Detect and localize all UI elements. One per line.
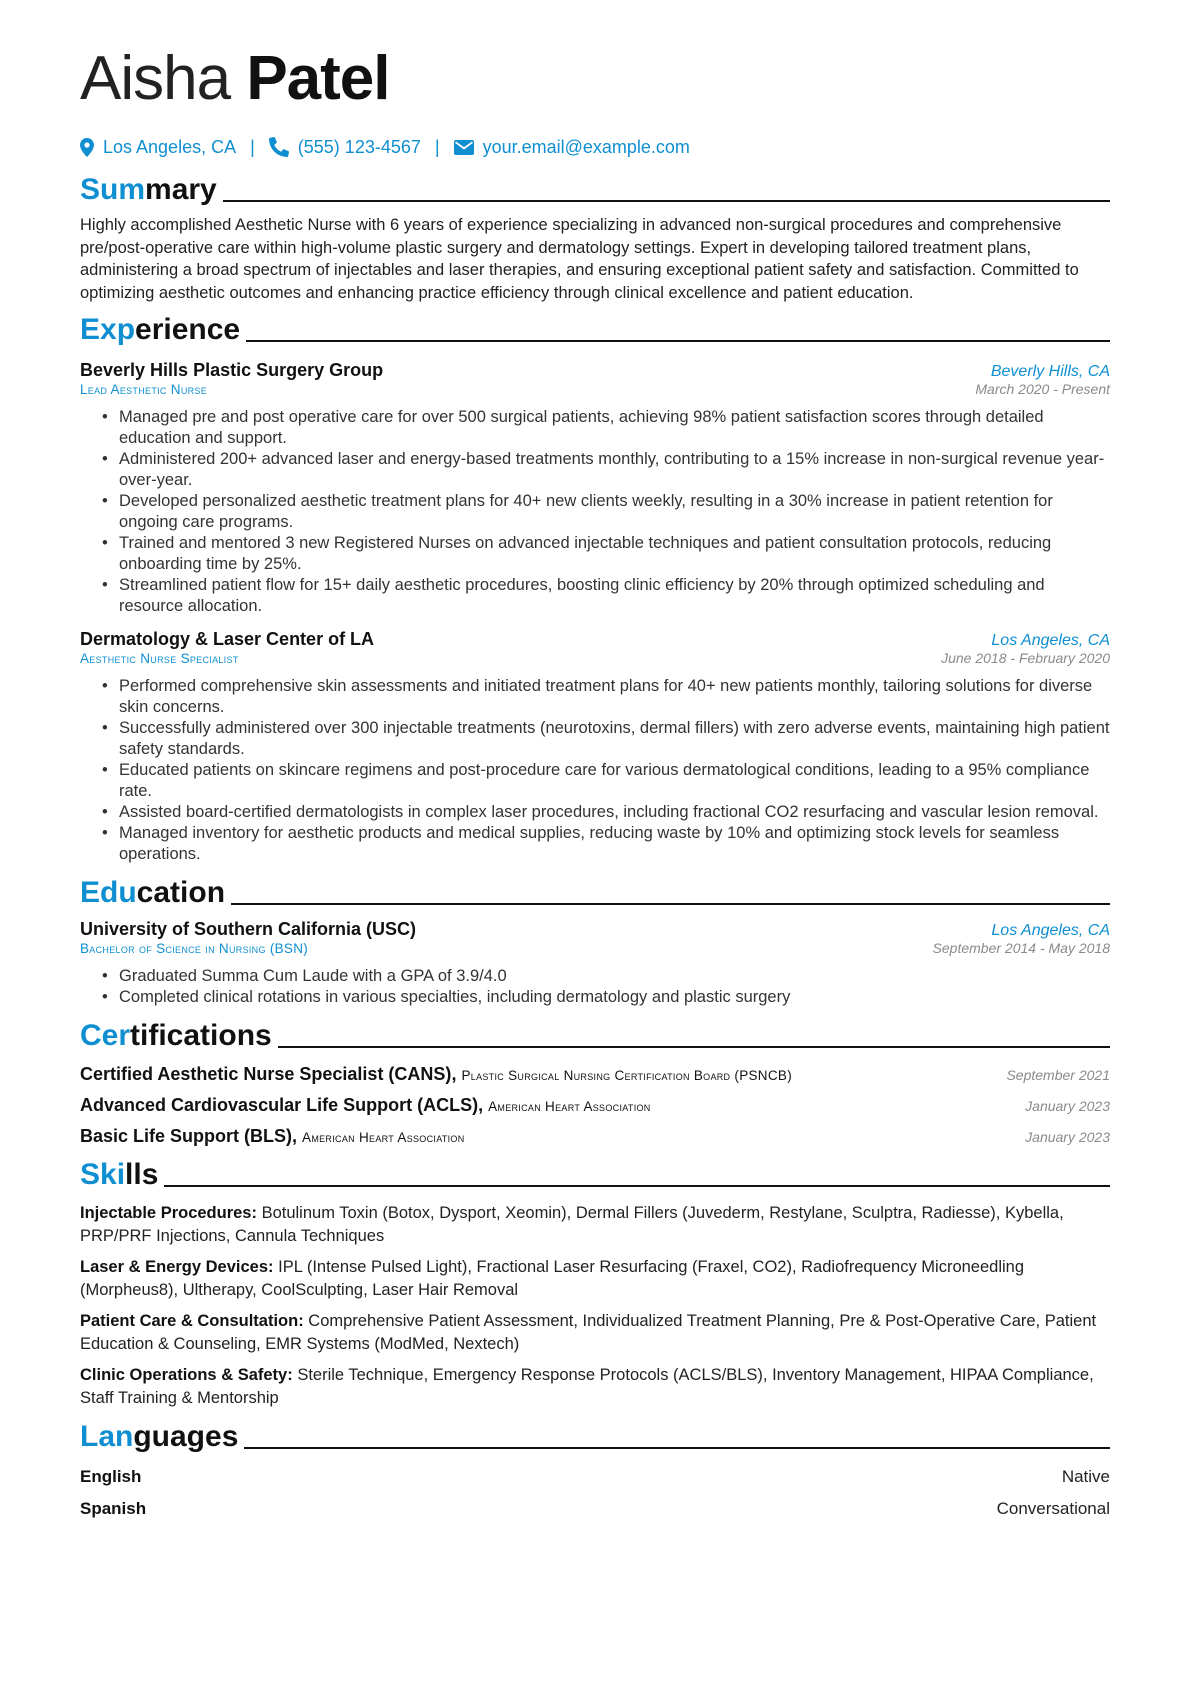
experience-entry — [80, 629, 1110, 865]
education-heading-rest: cation — [136, 876, 226, 909]
language-level: Conversational — [996, 1499, 1110, 1518]
education-bullets — [102, 966, 1110, 1008]
bullet-item: • Managed inventory for aesthetic products and medical supplies, reducing waste by 10% and optimizing stock levels for seamless operations. — [102, 823, 1110, 865]
bullet-item: • Trained and mentored 3 new Registered Nurses on advanced injectable techniques and patient consultation protocols, reducing onboarding time by 25%. — [102, 533, 1110, 575]
contact-separator: | — [434, 136, 440, 157]
bullet-item: • Successfully administered over 300 injectable treatments (neurotoxins, dermal fillers) with zero adverse events, maintaining high patient safety standards. — [102, 718, 1110, 760]
education-heading-accent: Edu — [80, 876, 137, 909]
experience-heading-rest: erience — [135, 313, 241, 346]
skills-heading — [80, 1157, 1110, 1193]
experience-entry — [80, 360, 1110, 617]
section-divider — [164, 1185, 1110, 1187]
certifications-heading — [80, 1018, 1110, 1054]
bullet-item: • Managed pre and post operative care for over 500 surgical patients, achieving 98% patient satisfaction scores through detailed education and support. — [102, 407, 1110, 449]
language-item — [80, 1499, 1110, 1519]
bullet-item: • Educated patients on skincare regimens and post-procedure care for various dermatological conditions, leading to a 95% compliance rate. — [102, 760, 1110, 802]
bullet-item: • Developed personalized aesthetic treatment plans for 40+ new clients weekly, resulting in a 30% increase in patient retention for ongoing care programs. — [102, 491, 1110, 533]
bullet-item: • Performed comprehensive skin assessments and initiated treatment plans for 40+ new patients monthly, tailoring solutions for diverse skin concerns. — [102, 676, 1110, 718]
company-name: Dermatology & Laser Center of LA — [80, 629, 375, 649]
job-location: Beverly Hills, CA — [990, 363, 1110, 380]
school-location: Los Angeles, CA — [991, 922, 1110, 939]
job-dates: June 2018 - February 2020 — [941, 650, 1110, 666]
section-divider — [244, 1447, 1110, 1449]
summary-heading-rest: mary — [145, 173, 217, 206]
certification-date: January 2023 — [1025, 1129, 1110, 1145]
contact-line — [80, 132, 1110, 162]
job-title: Lead Aesthetic Nurse — [80, 382, 208, 397]
skill-text: Comprehensive Patient Assessment, Individualized Treatment Planning, Pre & Post-Operative Care, Patient Education & Counseling, EMR Systems (ModMed, Nextech) — [80, 1312, 1097, 1353]
summary-text: Highly accomplished Aesthetic Nurse with 6 years of experience specializing in advanced non-surgical procedures and comprehensive pre/post-operative care within high-volume plastic surgery and dermatology settings. Expert in developing tailored treatment plans, administering a broad spectrum of injectables and laser therapies, and ensuring exceptional patient safety and satisfaction. Committed to optimizing aesthetic outcomes and enhancing practice efficiency through clinical excellence and patient education. — [80, 216, 1079, 302]
company-name: Beverly Hills Plastic Surgery Group — [80, 360, 384, 380]
language-name: Spanish — [80, 1499, 147, 1518]
bullet-item: • Graduated Summa Cum Laude with a GPA of 3.9/4.0 — [102, 966, 1110, 987]
school-name: University of Southern California (USC) — [80, 919, 417, 939]
skill-text: Sterile Technique, Emergency Response Protocols (ACLS/BLS), Inventory Management, HIPAA Compliance, Staff Training & Mentorship — [80, 1366, 1094, 1407]
experience-heading-accent: Exp — [80, 313, 136, 346]
certification-name: Advanced Cardiovascular Life Support (ACLS) — [80, 1095, 479, 1115]
bullet-item: • Administered 200+ advanced laser and energy-based treatments monthly, contributing to a 15% increase in non-surgical revenue year-over-year. — [102, 449, 1110, 491]
certification-issuer: Plastic Surgical Nursing Certification Board (PSNCB) — [461, 1068, 793, 1083]
certification-item: Basic Life Support (BLS), American Heart Association January 2023 — [80, 1126, 1110, 1146]
skills-heading-rest: lls — [125, 1158, 159, 1191]
languages-heading — [80, 1419, 1110, 1455]
phone-icon — [269, 137, 289, 157]
location-item — [80, 137, 236, 158]
certification-name: Certified Aesthetic Nurse Specialist (CANS) — [80, 1064, 452, 1084]
certification-item: Advanced Cardiovascular Life Support (ACLS), American Heart Association January 2023 — [80, 1095, 1110, 1115]
phone-text: (555) 123-4567 — [297, 136, 421, 157]
section-divider — [223, 200, 1110, 202]
certifications-heading-rest: tifications — [130, 1019, 272, 1052]
contact-separator: | — [250, 136, 255, 157]
job-bullets — [102, 407, 1110, 617]
education-entry — [80, 919, 1110, 1008]
skill-label: Laser & Energy Devices: — [80, 1258, 274, 1276]
certification-date: September 2021 — [1006, 1067, 1110, 1083]
map-pin-icon — [80, 138, 94, 157]
job-bullets — [102, 676, 1110, 865]
email-link: your.email@example.com — [482, 136, 690, 157]
envelope-icon — [454, 140, 474, 155]
candidate-name — [80, 40, 1110, 118]
skill-text: Botulinum Toxin (Botox, Dysport, Xeomin), Dermal Fillers (Juvederm, Restylane, Sculptra, Radiesse), Kybella, PRP/PRF Injections, Cannula Techniques — [80, 1204, 1064, 1245]
summary-heading — [80, 172, 1110, 208]
phone-item[interactable] — [269, 137, 421, 158]
certification-item: Certified Aesthetic Nurse Specialist (CANS), Plastic Surgical Nursing Certification Board (PSNCB) September 2021 — [80, 1064, 1110, 1084]
language-name: English — [80, 1467, 142, 1486]
job-dates: March 2020 - Present — [975, 381, 1110, 397]
skills-heading-accent: Ski — [80, 1158, 126, 1191]
section-divider — [278, 1046, 1110, 1048]
certifications-heading-accent: Cer — [80, 1019, 131, 1052]
certification-issuer: American Heart Association — [488, 1099, 651, 1114]
job-title: Aesthetic Nurse Specialist — [80, 651, 239, 666]
experience-heading — [80, 312, 1110, 348]
skill-group — [80, 1310, 1110, 1355]
first-name: Aisha — [80, 44, 231, 113]
bullet-item: • Completed clinical rotations in various specialties, including dermatology and plastic surgery — [102, 987, 1110, 1008]
location-text: Los Angeles, CA — [103, 136, 237, 157]
section-divider — [246, 340, 1110, 342]
education-heading — [80, 875, 1110, 911]
language-item — [80, 1467, 1110, 1487]
summary-heading-accent: Sum — [80, 173, 146, 206]
certification-issuer: American Heart Association — [302, 1130, 465, 1145]
education-dates: September 2014 - May 2018 — [932, 940, 1110, 956]
bullet-item: • Assisted board-certified dermatologists in complex laser procedures, including fractional CO2 resurfacing and vascular lesion removal. — [102, 802, 1110, 823]
skill-label: Patient Care & Consultation: — [80, 1312, 304, 1330]
skill-group — [80, 1364, 1110, 1409]
certification-date: January 2023 — [1025, 1098, 1110, 1114]
section-divider — [231, 903, 1110, 905]
languages-heading-accent: Lan — [80, 1420, 134, 1453]
languages-heading-rest: guages — [133, 1420, 239, 1453]
email-item[interactable] — [454, 137, 690, 158]
certification-name: Basic Life Support (BLS) — [80, 1126, 293, 1146]
skill-group — [80, 1256, 1110, 1301]
skill-label: Clinic Operations & Safety: — [80, 1366, 293, 1384]
bullet-item: • Streamlined patient flow for 15+ daily aesthetic procedures, boosting clinic efficiency by 20% through optimized scheduling and resource allocation. — [102, 575, 1110, 617]
last-name: Patel — [246, 44, 390, 113]
job-location: Los Angeles, CA — [991, 632, 1110, 649]
skill-text: IPL (Intense Pulsed Light), Fractional Laser Resurfacing (Fraxel, CO2), Radiofrequency Microneedling (Morpheus8), Ultherapy, CoolSculpting, Laser Hair Removal — [80, 1258, 1025, 1299]
language-level: Native — [1061, 1467, 1110, 1486]
skill-label: Injectable Procedures: — [80, 1204, 257, 1222]
skill-group — [80, 1202, 1110, 1247]
degree-name: Bachelor of Science in Nursing (BSN) — [80, 941, 309, 956]
